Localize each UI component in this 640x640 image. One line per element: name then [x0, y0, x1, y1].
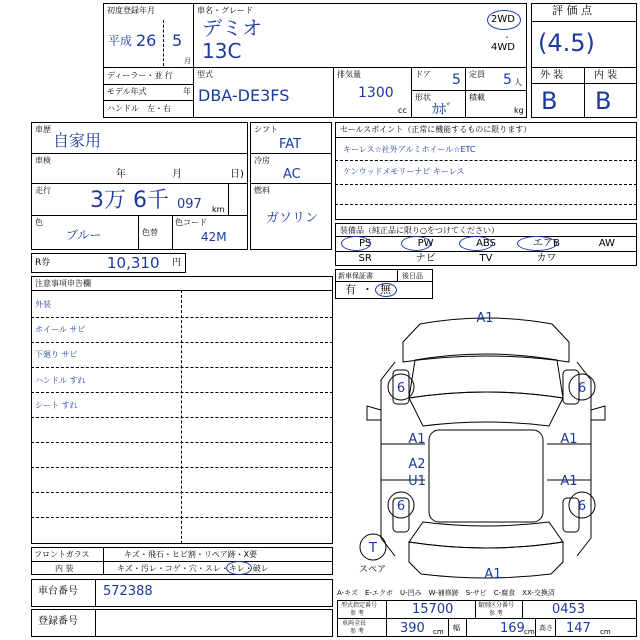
- sales-point-line-2: ケンウッドメモリーナビ キーレス: [343, 167, 465, 176]
- warranty-new-label: 新車保証書: [338, 272, 373, 280]
- shape-label: 形状: [415, 93, 431, 102]
- usage-value: 自家用: [53, 131, 102, 150]
- car-hood: [409, 354, 563, 398]
- ref-label-3: 参 考: [350, 628, 364, 635]
- first-reg-label: 初度登録年月: [107, 6, 155, 15]
- model-year-unit: 年: [183, 87, 191, 96]
- chassis-label: 車台番号: [38, 586, 78, 597]
- car-grade: 13C: [202, 39, 242, 63]
- dealer-label: ディーラー・並 行: [107, 71, 173, 80]
- mark-rear-left-wheel: 6: [396, 499, 406, 514]
- exterior-grade: B: [541, 87, 558, 115]
- width-unit: cm: [524, 628, 535, 636]
- width-label: 幅: [453, 624, 460, 632]
- equip-tv: TV: [479, 253, 493, 264]
- circle-interior-sure: [226, 561, 252, 575]
- color-code-label: 色コード: [175, 218, 207, 227]
- height-unit: cm: [600, 628, 611, 636]
- warranty-yes: 有: [345, 283, 356, 296]
- length-value: 390: [400, 621, 425, 636]
- rating-score: (4.5): [538, 29, 595, 57]
- height-label: 高さ: [539, 624, 553, 632]
- rear-right-wheel: [563, 498, 579, 532]
- class-value: 0453: [552, 602, 586, 617]
- warranty-dot: ・: [362, 283, 373, 296]
- circle-airbag: [517, 236, 557, 251]
- drive-2wd: 2WD: [491, 14, 515, 25]
- right-mirror: [591, 406, 605, 420]
- circle-abs: [459, 236, 493, 251]
- note-item-1: 外装: [35, 300, 51, 309]
- class-label: 類別区分番号: [478, 602, 515, 609]
- damage-legend: A-キズ E-エクボ U-凹み W-補修跡 S-サビ C-腐食 XX-交換済: [337, 589, 555, 597]
- color-swap-label: 色替: [142, 228, 158, 237]
- equip-leather: カワ: [536, 253, 557, 264]
- capacity-label: 定員: [469, 70, 485, 79]
- width-value: 169: [500, 621, 525, 636]
- load-unit: kg: [514, 106, 524, 115]
- interior-cond-label: 内 装: [55, 564, 74, 573]
- equip-empty: [577, 252, 637, 266]
- ref-label-1: 参 考: [350, 610, 364, 617]
- usage-label: 車歴: [35, 125, 51, 134]
- fuel-value: ガソリン: [266, 211, 319, 226]
- car-windshield: [409, 392, 563, 426]
- shape-value: ｶﾎﾞ: [432, 102, 453, 118]
- door-label: ドア: [415, 70, 431, 79]
- fuel-label: 燃料: [254, 186, 270, 195]
- circle-warranty-no: [375, 283, 397, 297]
- inspection-label: 車検: [35, 156, 51, 165]
- mark-front-left-wheel: 6: [396, 381, 406, 396]
- mark-left-rear-u: U1: [408, 474, 426, 489]
- note-item-2: ホイール サビ: [35, 325, 86, 334]
- mileage-label: 走行: [35, 186, 51, 195]
- mark-rear: A1: [484, 567, 502, 582]
- mark-rear-right-wheel: 6: [577, 499, 587, 514]
- circle-ps: [341, 236, 371, 251]
- shift-label: シフト: [254, 125, 278, 134]
- mark-front-right-wheel: 6: [577, 381, 587, 396]
- notes-label: 注意事項申告欄: [35, 279, 91, 288]
- recycle-unit: 円: [172, 258, 182, 268]
- color-label: 色: [35, 218, 43, 227]
- mark-left-rear-a: A2: [408, 457, 426, 472]
- shift-value: FAT: [279, 137, 302, 152]
- height-value: 147: [566, 621, 591, 636]
- ac-label: 冷房: [254, 156, 270, 165]
- equip-ps: PS: [359, 238, 372, 249]
- equip-navi: ナビ: [415, 253, 436, 264]
- reg-month: 5: [172, 31, 183, 50]
- inspection-month: 月: [172, 169, 182, 180]
- equip-aw: AW: [598, 238, 615, 249]
- era: 平成: [108, 34, 133, 48]
- rating-label: 評 価 点: [552, 4, 592, 17]
- displacement-value: 1300: [358, 85, 394, 101]
- inspection-year: 年: [116, 169, 126, 180]
- type-value: DBA-DE3FS: [198, 86, 290, 105]
- reg-year: 26: [136, 31, 157, 50]
- sales-point-line-1: キーレス☆社外アルミホイール☆ETC: [343, 145, 476, 154]
- drive-4wd: 4WD: [491, 42, 515, 53]
- left-mirror: [367, 406, 381, 420]
- capacity-value: 5: [503, 72, 512, 88]
- car-damage-diagram: [337, 302, 635, 584]
- car-name: デミオ: [202, 16, 262, 40]
- length-unit: cm: [433, 628, 444, 636]
- model-year-label: モデル年式: [107, 87, 147, 96]
- mark-right-rear: A1: [560, 474, 578, 489]
- month-unit: 月: [184, 57, 191, 65]
- ref-label-2: 参 考: [489, 610, 503, 617]
- interior-label: 内 装: [594, 70, 618, 81]
- equipment-label: 装備品（純正品に限り○をつけてください）: [340, 226, 499, 235]
- equip-sr: SR: [358, 253, 372, 264]
- length-label: 車両全長: [342, 620, 367, 627]
- mark-front: A1: [476, 311, 494, 326]
- capacity-unit: 人: [514, 78, 522, 87]
- interior-grade: B: [595, 87, 612, 115]
- mileage-small: 097: [177, 197, 202, 212]
- mark-right-door: A1: [560, 432, 578, 447]
- inspection-day: 日): [230, 169, 244, 180]
- front-glass-value: キズ・飛石・ヒビ割・リペア跡・X要: [124, 550, 258, 559]
- spare-label: スペア: [359, 565, 387, 575]
- car-roof: [429, 430, 543, 522]
- equip-airbag: エアB: [532, 238, 560, 249]
- warranty-no: 無: [380, 283, 391, 296]
- equip-abs: ABS: [476, 238, 496, 249]
- exterior-label: 外 装: [540, 70, 564, 81]
- circle-pw: [401, 236, 431, 251]
- warranty-after-label: 後日品: [402, 272, 423, 280]
- car-rear-window: [409, 522, 563, 548]
- mileage-unit: km: [212, 205, 225, 214]
- type-spec-label: 型式指定番号: [341, 602, 378, 609]
- handle-label: ハンドル 左・右: [107, 104, 171, 113]
- recycle-label: R券: [35, 258, 51, 268]
- type-spec-value: 15700: [412, 602, 454, 617]
- note-item-5: シート すれ: [35, 401, 78, 410]
- recycle-value: 10,310: [107, 254, 160, 272]
- chassis-value: 572388: [103, 584, 153, 599]
- cc-unit: cc: [398, 106, 407, 115]
- displacement-label: 排気量: [337, 70, 361, 79]
- door-value: 5: [452, 72, 461, 88]
- color-value: ブルー: [66, 228, 102, 242]
- ac-value: AC: [283, 167, 301, 182]
- mileage-value: 3万 6千: [90, 188, 169, 213]
- type-label: 型式: [197, 70, 213, 79]
- name-grade-label: 車名・グレード: [197, 6, 253, 15]
- equipment-row-2: [335, 252, 637, 266]
- mark-left-door: A1: [408, 432, 426, 447]
- load-label: 積載: [469, 93, 485, 102]
- note-item-3: 下廻り サビ: [35, 350, 78, 359]
- color-code-value: 42M: [201, 230, 227, 244]
- sales-points-label: セールスポイント（正常に機能するものに限ります）: [340, 125, 532, 134]
- interior-cond-value: キズ・汚レ・コゲ・穴・スレ・キレ・破レ: [117, 564, 269, 573]
- mark-spare: T: [369, 541, 377, 556]
- drive-separator: ・: [503, 33, 511, 42]
- note-item-4: ハンドル すれ: [35, 376, 86, 385]
- front-glass-label: フロントガラス: [34, 550, 90, 559]
- equip-pw: PW: [417, 238, 434, 249]
- reg-label: 登録番号: [38, 616, 78, 627]
